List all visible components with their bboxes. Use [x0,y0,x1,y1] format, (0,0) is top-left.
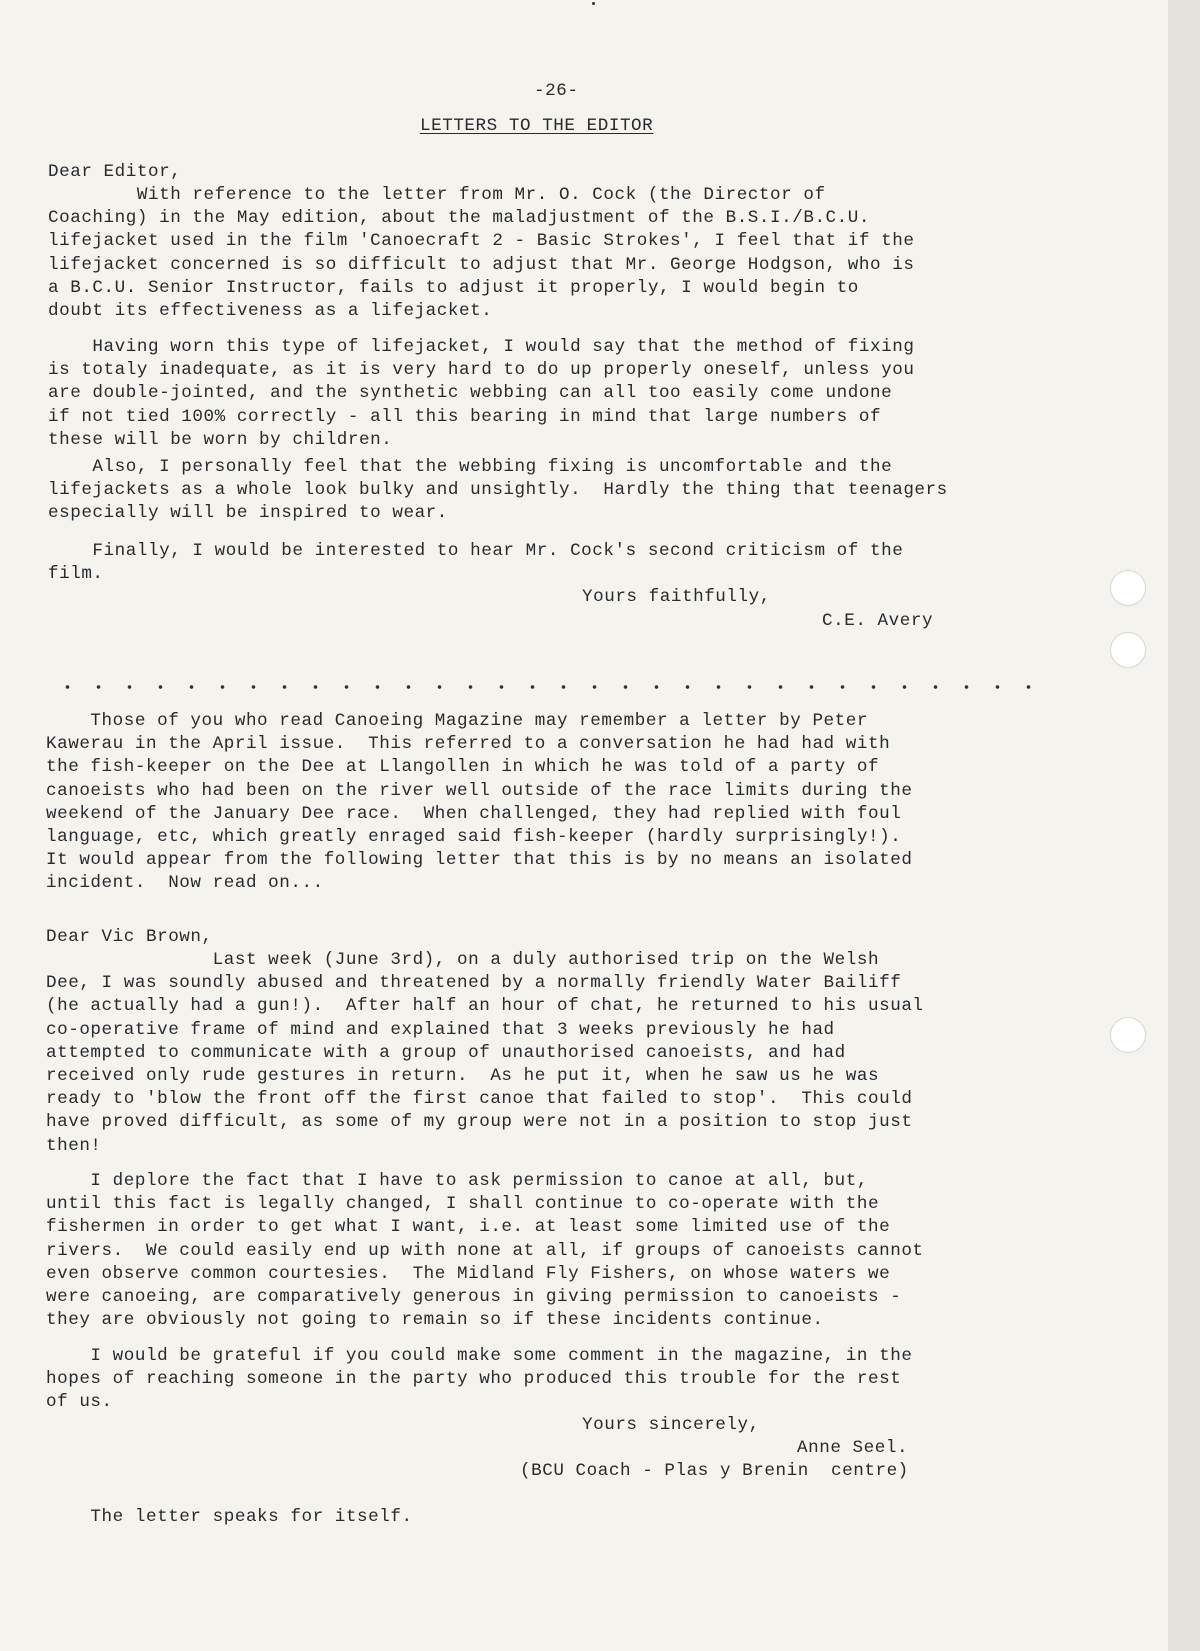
letter2-signature: Anne Seel. [797,1438,909,1458]
punch-hole [1110,632,1146,668]
dotted-separator [52,684,1052,690]
letter2-closing: Yours sincerely, [582,1415,760,1435]
letter2-paragraph-3: I would be grateful if you could make some comment in the magazine, in the hopes of reaching someone in the party who produced this trouble for the rest of us. [46,1346,913,1413]
letter1-paragraph-1: With reference to the letter from Mr. O. Cock (the Director of Coaching) in the May edition, about the maladjustment of the B.S.I./B.C.U. lifejacket used in the film 'Canoecraft 2 - Basic Strokes', I feel that if the lifejacket concerned is so difficult to adjust that Mr. George Hodgson, who is a B.C.U. Senior Instructor, fails to adjust it properly, I would begin to doubt its effectiveness as a lifejacket. [48,185,915,322]
letter2-paragraph-2: I deplore the fact that I have to ask permission to canoe at all, but, until this fact is legally changed, I shall continue to co-operate with the fishermen in order to get what I want, i.e. at least some limited use of the rivers. We could easily end up with none at all, if groups of canoeists cannot even observe common courtesies. The Midland Fly Fishers, on whose waters we were canoeing, are comparatively generous in giving permission to canoeists - they are obviously not going to remain so if these incidents continue. [46,1171,924,1331]
letter2-salutation: Dear Vic Brown, [46,927,213,947]
punch-hole [1110,1017,1146,1053]
letter1-paragraph-4: Finally, I would be interested to hear Mr. Cock's second criticism of the film. [48,541,904,585]
letter1-signature: C.E. Avery [822,611,934,631]
letter2-position: (BCU Coach - Plas y Brenin centre) [520,1461,909,1481]
letter1-salutation: Dear Editor, [48,162,182,182]
page-number: -26- [534,81,579,101]
intro-paragraph: Those of you who read Canoeing Magazine may remember a letter by Peter Kawerau in the April issue. This referred to a conversation he had had with the fish-keeper on the Dee at Llangollen in which he was told of a party of canoeists who had been on the river well outside of the race limits during the weekend of the January Dee race. When challenged, they had replied with foul language, etc, which greatly enraged said fish-keeper (hardly surprisingly!). It would appear from the following letter that this is by no means an isolated incident. Now read on... [46,711,913,894]
page-title: LETTERS TO THE EDITOR [420,116,654,136]
letter1-closing: Yours faithfully, [582,587,771,607]
scan-mark [592,2,595,5]
page-edge [1168,0,1200,1651]
letter1-paragraph-2: Having worn this type of lifejacket, I would say that the method of fixing is totaly inadequate, as it is very hard to do up properly oneself, unless you are double-jointed, and the synthetic webbing can all too easily come undone if not tied 100% correctly - all this bearing in mind that large numbers of these will be worn by children. [48,337,915,450]
letter2-paragraph-1: Last week (June 3rd), on a duly authorised trip on the Welsh Dee, I was soundly abused and threatened by a normally friendly Water Bailiff (he actually had a gun!). After half an hour of chat, he returned to his usual co-operative frame of mind and explained that 3 weeks previously he had attempted to communicate with a group of unauthorised canoeists, and had received only rude gestures in return. As he put it, when he saw us he was ready to 'blow the front off the first canoe that failed to stop'. This could have proved difficult, as some of my group were not in a position to stop just then! [46,950,924,1156]
letter1-paragraph-3: Also, I personally feel that the webbing fixing is uncomfortable and the lifejackets as a whole look bulky and unsightly. Hardly the thing that teenagers especially will be inspired to wear. [48,457,948,524]
editor-comment: The letter speaks for itself. [46,1507,413,1527]
punch-hole [1110,570,1146,606]
